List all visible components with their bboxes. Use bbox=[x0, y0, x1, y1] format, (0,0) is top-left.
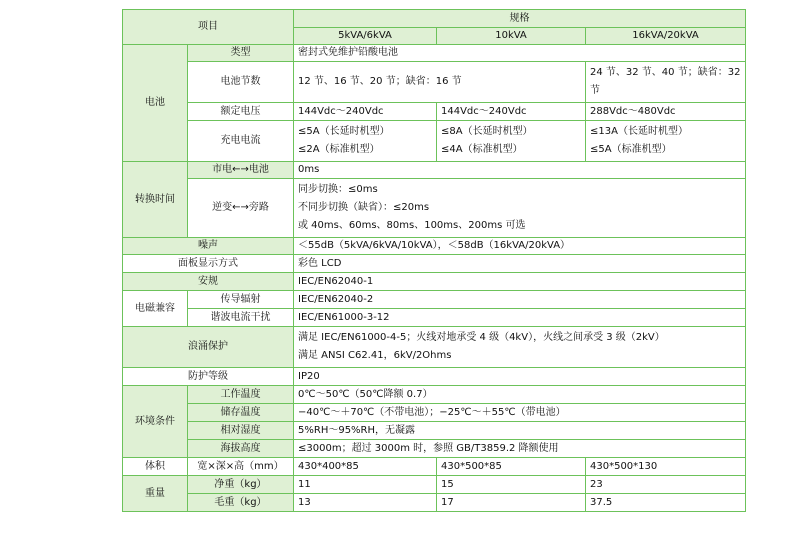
env-storage-temp-value: −40℃～＋70℃（不带电池）；−25℃～＋55℃（带电池） bbox=[294, 404, 746, 422]
battery-current-b bbox=[437, 121, 586, 162]
emc-group: 电磁兼容 bbox=[123, 291, 188, 327]
battery-current-c-std: ≤5A（标准机型） bbox=[590, 144, 672, 155]
emc-harmonic-label: 谐波电流干扰 bbox=[188, 309, 294, 327]
transfer-group: 转换时间 bbox=[123, 162, 188, 238]
noise-label: 噪声 bbox=[123, 238, 294, 255]
battery-current-a bbox=[294, 121, 437, 162]
battery-voltage-b: 144Vdc～240Vdc bbox=[437, 103, 586, 121]
battery-current-a-long: ≤5A（长延时机型） bbox=[298, 126, 390, 137]
battery-count-b bbox=[586, 62, 746, 103]
noise-value: ＜55dB（5kVA/6kVA/10kVA），＜58dB（16kVA/20kVA） bbox=[294, 238, 746, 255]
weight-gross-c: 37.5 bbox=[586, 494, 746, 512]
env-storage-temp-label: 储存温度 bbox=[188, 404, 294, 422]
battery-voltage-c: 288Vdc～480Vdc bbox=[586, 103, 746, 121]
weight-net-b: 15 bbox=[437, 476, 586, 494]
emc-conducted-label: 传导辐射 bbox=[188, 291, 294, 309]
battery-current-c-long: ≤13A（长延时机型） bbox=[590, 126, 688, 137]
protection-label: 防护等级 bbox=[123, 368, 294, 386]
transfer-inverter-label: 逆变←→旁路 bbox=[188, 179, 294, 238]
surge-value bbox=[294, 327, 746, 368]
volume-label: 宽×深×高（mm） bbox=[188, 458, 294, 476]
transfer-inverter-sync: 同步切换：≤0ms bbox=[298, 184, 378, 195]
volume-a: 430*400*85 bbox=[294, 458, 437, 476]
battery-count-a: 12 节、16 节、20 节；缺省：16 节 bbox=[294, 62, 586, 103]
transfer-mains-label: 市电←→电池 bbox=[188, 162, 294, 179]
surge-label: 浪涌保护 bbox=[123, 327, 294, 368]
battery-count-b-line1: 24 节、32 节、40 节；缺省：32 bbox=[590, 67, 741, 78]
emc-harmonic-value: IEC/EN61000-3-12 bbox=[294, 309, 746, 327]
safety-label: 安规 bbox=[123, 273, 294, 291]
weight-group: 重量 bbox=[123, 476, 188, 512]
battery-count-b-line2: 节 bbox=[590, 85, 600, 96]
protection-value: IP20 bbox=[294, 368, 746, 386]
battery-current-b-std: ≤4A（标准机型） bbox=[441, 144, 523, 155]
environment-group: 环境条件 bbox=[123, 386, 188, 458]
weight-net-a: 11 bbox=[294, 476, 437, 494]
display-label: 面板显示方式 bbox=[123, 255, 294, 273]
battery-current-a-std: ≤2A（标准机型） bbox=[298, 144, 380, 155]
weight-net-c: 23 bbox=[586, 476, 746, 494]
env-altitude-value: ≤3000m；超过 3000m 时，参照 GB/T3859.2 降额使用 bbox=[294, 440, 746, 458]
battery-current-label: 充电电流 bbox=[188, 121, 294, 162]
header-item: 项目 bbox=[123, 10, 294, 45]
battery-current-b-long: ≤8A（长延时机型） bbox=[441, 126, 533, 137]
battery-group: 电池 bbox=[123, 45, 188, 162]
emc-conducted-value: IEC/EN62040-2 bbox=[294, 291, 746, 309]
weight-gross-a: 13 bbox=[294, 494, 437, 512]
battery-type-value: 密封式免维护铅酸电池 bbox=[294, 45, 746, 62]
header-model-3: 16kVA/20kVA bbox=[586, 28, 746, 45]
volume-c: 430*500*130 bbox=[586, 458, 746, 476]
transfer-mains-value: 0ms bbox=[294, 162, 746, 179]
transfer-inverter-async: 不同步切换（缺省）：≤20ms bbox=[298, 202, 430, 213]
safety-value: IEC/EN62040-1 bbox=[294, 273, 746, 291]
battery-voltage-a: 144Vdc～240Vdc bbox=[294, 103, 437, 121]
battery-voltage-label: 额定电压 bbox=[188, 103, 294, 121]
weight-gross-label: 毛重（kg） bbox=[188, 494, 294, 512]
battery-count-label: 电池节数 bbox=[188, 62, 294, 103]
surge-ansi: 满足 ANSI C62.41，6kV/2Ohms bbox=[298, 350, 452, 361]
surge-iec: 满足 IEC/EN61000-4-5；火线对地承受 4 级（4kV），火线之间承受 3 级（2kV） bbox=[298, 332, 665, 343]
header-spec: 规格 bbox=[294, 10, 746, 28]
env-humidity-value: 5%RH～95%RH，无凝露 bbox=[294, 422, 746, 440]
header-model-2: 10kVA bbox=[437, 28, 586, 45]
transfer-inverter-options: 或 40ms、60ms、80ms、100ms、200ms 可选 bbox=[298, 220, 526, 231]
weight-net-label: 净重（kg） bbox=[188, 476, 294, 494]
weight-gross-b: 17 bbox=[437, 494, 586, 512]
transfer-inverter-value bbox=[294, 179, 746, 238]
env-humidity-label: 相对湿度 bbox=[188, 422, 294, 440]
volume-group: 体积 bbox=[123, 458, 188, 476]
display-value: 彩色 LCD bbox=[294, 255, 746, 273]
battery-type-label: 类型 bbox=[188, 45, 294, 62]
header-model-1: 5kVA/6kVA bbox=[294, 28, 437, 45]
volume-b: 430*500*85 bbox=[437, 458, 586, 476]
env-work-temp-value: 0℃～50℃（50℃降额 0.7） bbox=[294, 386, 746, 404]
env-work-temp-label: 工作温度 bbox=[188, 386, 294, 404]
battery-current-c bbox=[586, 121, 746, 162]
spec-table bbox=[122, 9, 746, 512]
env-altitude-label: 海拔高度 bbox=[188, 440, 294, 458]
